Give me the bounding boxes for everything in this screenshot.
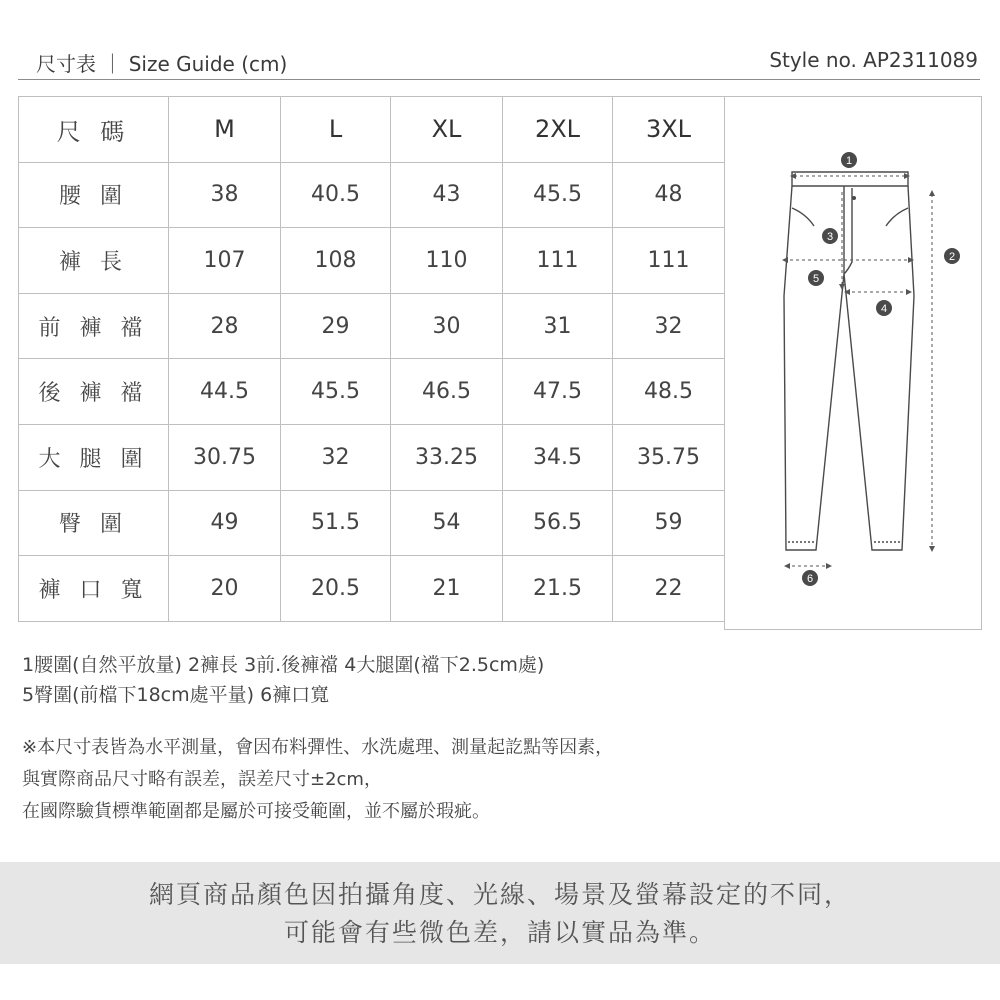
- button-dot: [852, 196, 856, 200]
- pants-outline: [784, 172, 914, 550]
- marker-1: [841, 152, 857, 168]
- size-header: 3XL: [613, 97, 725, 163]
- table-cell: 44.5: [169, 359, 281, 425]
- svg-text:1: 1: [845, 155, 853, 167]
- table-cell: 111: [503, 228, 613, 294]
- disclaimer: [22, 732, 613, 828]
- marker-2: [944, 248, 960, 264]
- svg-text:3: 3: [826, 231, 834, 243]
- table-cell: 108: [281, 228, 391, 294]
- table-cell: 20.5: [281, 556, 391, 622]
- svg-text:4: 4: [880, 303, 888, 315]
- row-label: 前 褲 襠: [19, 293, 169, 359]
- pants-diagram: [724, 96, 982, 630]
- measurement-arrows: [782, 173, 935, 569]
- table-row: [19, 359, 725, 425]
- table-row: [19, 228, 725, 294]
- table-cell: 21: [391, 556, 503, 622]
- table-row: [19, 556, 725, 622]
- table-cell: 49: [169, 490, 281, 556]
- table-row: [19, 293, 725, 359]
- svg-text:5: 5: [812, 273, 820, 285]
- svg-text:2: 2: [948, 251, 956, 263]
- color-notice-banner: [0, 862, 1000, 964]
- row-label: 褲 長: [19, 228, 169, 294]
- size-header: 2XL: [503, 97, 613, 163]
- notice-line: 網頁商品顏色因拍攝角度、光線、場景及螢幕設定的不同，: [148, 880, 851, 909]
- table-cell: 20: [169, 556, 281, 622]
- table-cell: 59: [613, 490, 725, 556]
- table-cell: 110: [391, 228, 503, 294]
- table-row: [19, 162, 725, 228]
- table-cell: 111: [613, 228, 725, 294]
- row-label: 腰 圍: [19, 162, 169, 228]
- row-label: 大 腿 圍: [19, 424, 169, 490]
- table-cell: 32: [613, 293, 725, 359]
- marker-3: [822, 228, 838, 244]
- table-cell: 107: [169, 228, 281, 294]
- table-cell: 48: [613, 162, 725, 228]
- marker-6: [802, 570, 818, 586]
- table-cell: 28: [169, 293, 281, 359]
- page-title: 尺寸表 ｜ Size Guide (cm): [36, 52, 288, 76]
- size-header: M: [169, 97, 281, 163]
- table-cell: 30: [391, 293, 503, 359]
- table-cell: 34.5: [503, 424, 613, 490]
- notes-line: 1腰圍(自然平放量) 2褲長 3前.後褲襠 4大腿圍(襠下2.5cm處): [22, 654, 545, 676]
- notice-line: 可能會有些微色差，請以實品為準。: [283, 918, 716, 947]
- table-cell: 48.5: [613, 359, 725, 425]
- table-row: [19, 424, 725, 490]
- table-cell: 40.5: [281, 162, 391, 228]
- pants-measurement-illustration: [724, 96, 982, 630]
- corner-label: 尺 碼: [19, 97, 169, 163]
- disclaimer-line: ※本尺寸表皆為水平測量，會因布料彈性、水洗處理、測量起訖點等因素，: [22, 737, 614, 758]
- svg-text:6: 6: [806, 573, 814, 585]
- measurement-notes: [22, 650, 544, 710]
- table-cell: 29: [281, 293, 391, 359]
- size-table: [18, 96, 725, 622]
- table-cell: 21.5: [503, 556, 613, 622]
- table-cell: 31: [503, 293, 613, 359]
- table-row: [19, 490, 725, 556]
- row-label: 臀 圍: [19, 490, 169, 556]
- table-cell: 56.5: [503, 490, 613, 556]
- header: [18, 46, 980, 80]
- table-cell: 30.75: [169, 424, 281, 490]
- size-header: XL: [391, 97, 503, 163]
- table-cell: 38: [169, 162, 281, 228]
- style-number: Style no. AP2311089: [769, 48, 978, 72]
- row-label: 褲 口 寬: [19, 556, 169, 622]
- disclaimer-line: 與實際商品尺寸略有誤差，誤差尺寸±2cm，: [22, 769, 382, 790]
- table-cell: 51.5: [281, 490, 391, 556]
- table-cell: 47.5: [503, 359, 613, 425]
- notes-line: 5臀圍(前檔下18cm處平量) 6褲口寬: [22, 684, 330, 706]
- disclaimer-line: 在國際驗貨標準範圍都是屬於可接受範圍，並不屬於瑕疵。: [22, 801, 490, 822]
- table-cell: 33.25: [391, 424, 503, 490]
- table-cell: 45.5: [503, 162, 613, 228]
- row-label: 後 褲 襠: [19, 359, 169, 425]
- table-cell: 35.75: [613, 424, 725, 490]
- size-header: L: [281, 97, 391, 163]
- marker-4: [876, 300, 892, 316]
- table-cell: 32: [281, 424, 391, 490]
- table-cell: 45.5: [281, 359, 391, 425]
- table-cell: 54: [391, 490, 503, 556]
- table-cell: 46.5: [391, 359, 503, 425]
- table-cell: 22: [613, 556, 725, 622]
- table-cell: 43: [391, 162, 503, 228]
- table-header-row: [19, 97, 725, 163]
- marker-5: [808, 270, 824, 286]
